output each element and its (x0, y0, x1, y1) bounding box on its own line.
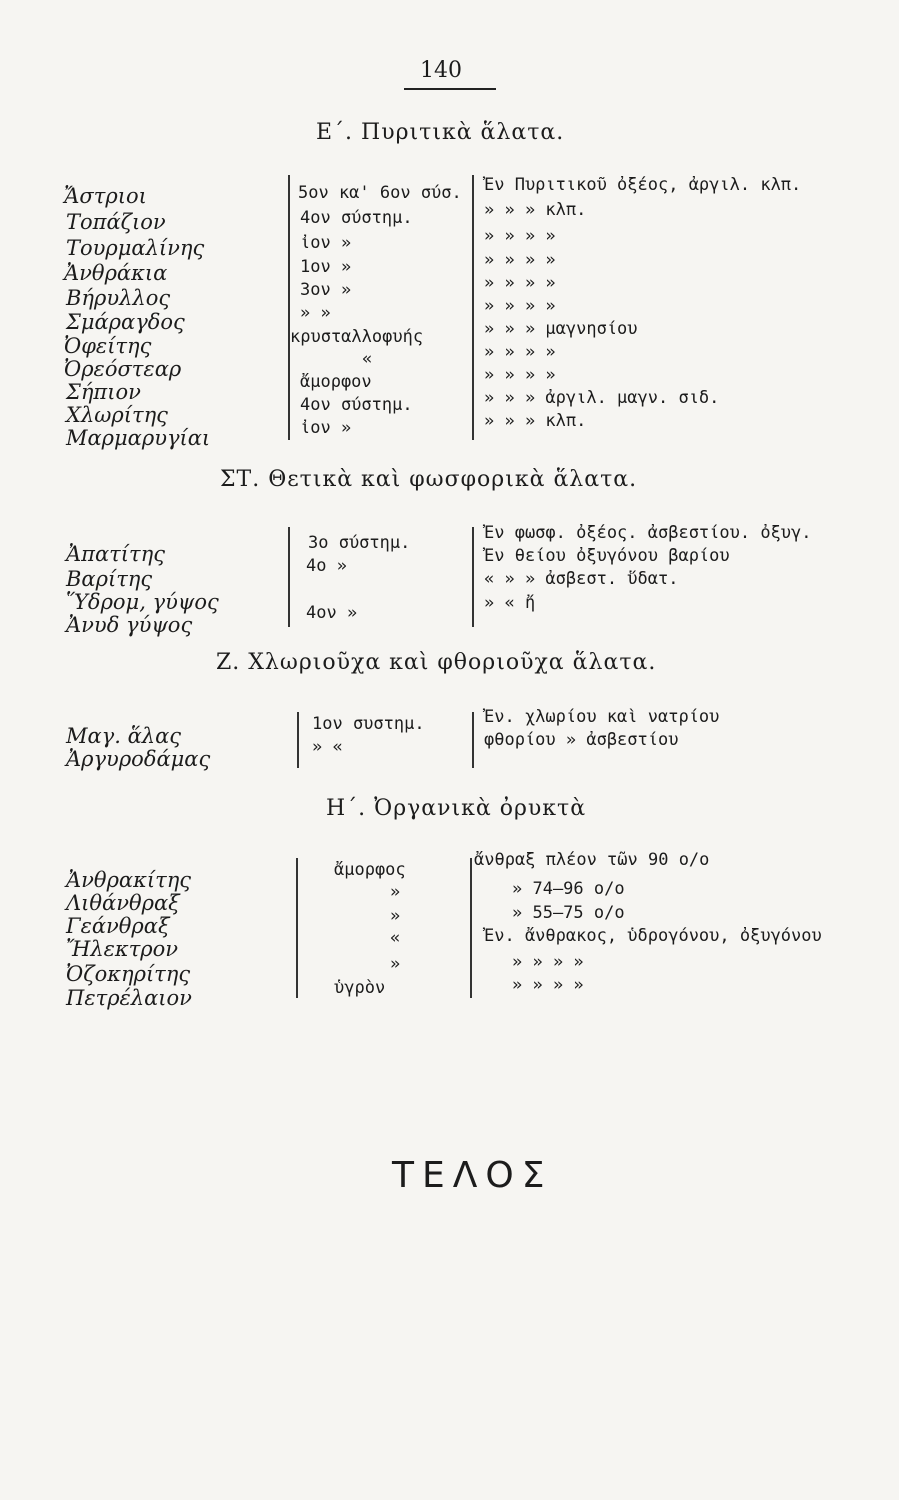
mineral-name: Ἄστριοι (64, 184, 147, 208)
composition: » » » ἀργιλ. μαγν. σιδ. (484, 388, 720, 408)
section-title: Η΄. Ὀργανικὰ ὀρυκτὰ (326, 796, 587, 821)
mineral-name: Σμάραγδος (66, 310, 185, 334)
mineral-name: Ὀζοκηρίτης (66, 962, 191, 986)
column-divider (288, 175, 290, 440)
column-divider (296, 858, 298, 998)
composition: » » » » (484, 250, 556, 270)
mineral-name: Ὀφείτης (64, 334, 152, 358)
section-title: Ε΄. Πυριτικὰ ἅλατα. (316, 120, 565, 145)
mineral-name: Ἀργυροδάμας (66, 747, 211, 771)
mineral-name: Σήπιον (66, 380, 141, 404)
mineral-name: Τουρμαλίνης (66, 236, 205, 260)
composition: Ἐν Πυριτικοῦ ὀξέος, ἀργιλ. κλπ. (484, 175, 802, 195)
crystal-system: 4ον » (306, 603, 358, 623)
composition: » » » μαγνησίου (484, 319, 638, 339)
composition: » » » » (484, 365, 556, 385)
mineral-name: Ἀνθράκια (64, 261, 168, 285)
section-title: Ζ. Χλωριοῦχα καὶ φθοριοῦχα ἅλατα. (216, 650, 657, 675)
crystal-system: » (390, 882, 401, 902)
column-divider (472, 712, 474, 768)
crystal-system: » « (312, 737, 343, 757)
column-divider (470, 858, 472, 998)
mineral-name: Μαγ. ἅλας (66, 724, 182, 748)
column-divider (472, 527, 474, 627)
crystal-system: ἄμορφος (334, 860, 406, 880)
crystal-system: ἰον » (300, 418, 352, 438)
composition: Ἐν φωσφ. ὀξέος. ἀσβεστίου. ὀξυγ. (484, 523, 812, 543)
crystal-system: « (390, 928, 401, 948)
composition: Ἐν. ἄνθρακος, ὑδρογόνου, ὀξυγόνου (484, 926, 822, 946)
composition: » 74—96 ο/ο (512, 879, 625, 899)
crystal-system: » (390, 906, 401, 926)
crystal-system: ἄμορφον (300, 372, 372, 392)
crystal-system: 3ο σύστημ. (308, 533, 411, 553)
crystal-system: » (390, 954, 401, 974)
crystal-system: ἰον » (300, 233, 352, 253)
composition: » « ἤ (484, 593, 536, 613)
composition: » 55—75 ο/ο (512, 903, 625, 923)
crystal-system: « (362, 349, 373, 369)
composition: φθορίου » ἀσβεστίου (484, 730, 679, 750)
mineral-name: Χλωρίτης (66, 403, 168, 427)
composition: » » » κλπ. (484, 411, 587, 431)
section-title: ΣΤ. Θετικὰ καὶ φωσφορικὰ ἅλατα. (220, 467, 638, 492)
mineral-name: Πετρέλαιον (66, 986, 192, 1010)
composition: » » » » (484, 226, 556, 246)
crystal-system: 5ον κα' 6ον σύσ. (298, 183, 462, 203)
column-divider (472, 175, 474, 440)
composition: » » » » (484, 296, 556, 316)
mineral-name: Τοπάζιον (66, 210, 166, 234)
mineral-name: Βαρίτης (66, 567, 153, 591)
crystal-system: ὑγρὸν (334, 978, 386, 998)
crystal-system: κρυσταλλοφυής (290, 327, 424, 347)
mineral-name: Βήρυλλος (66, 286, 171, 310)
mineral-name: Ἀπατίτης (66, 542, 165, 566)
mineral-name: Ὀρεόστεαρ (64, 357, 182, 381)
composition: » » » » (484, 342, 556, 362)
mineral-name: Ὕδρομ, γύψος (66, 590, 219, 614)
mineral-name: Ἀνθρακίτης (66, 868, 192, 892)
mineral-name: Ἤλεκτρον (66, 937, 179, 961)
crystal-system: 1ον συστημ. (312, 714, 425, 734)
crystal-system: 1ον » (300, 257, 352, 277)
crystal-system: » » (300, 303, 331, 323)
column-divider (297, 712, 299, 768)
page-number: 140 (420, 58, 462, 83)
crystal-system: 3ον » (300, 280, 352, 300)
composition: » » » κλπ. (484, 200, 587, 220)
composition: Ἐν. χλωρίου καὶ νατρίου (484, 707, 720, 727)
composition: « » » ἀσβεστ. ὕδατ. (484, 569, 679, 589)
mineral-name: Λιθάνθραξ (66, 891, 180, 915)
end-marker: ΤΕΛΟΣ (392, 1155, 553, 1196)
column-divider (288, 527, 290, 627)
mineral-name: Μαρμαρυγίαι (66, 426, 211, 450)
composition: » » » » (512, 952, 584, 972)
composition: ἄνθραξ πλέον τῶν 90 ο/ο (474, 850, 710, 870)
crystal-system: 4ον σύστημ. (300, 395, 413, 415)
crystal-system: 4ο » (306, 556, 347, 576)
composition: » » » » (484, 273, 556, 293)
mineral-name: Ἀνυδ γύψος (66, 613, 193, 637)
mineral-name: Γεάνθραξ (66, 914, 170, 938)
composition: » » » » (512, 975, 584, 995)
composition: Ἐν θείου ὀξυγόνου βαρίου (484, 546, 730, 566)
crystal-system: 4ον σύστημ. (300, 208, 413, 228)
page-number-rule (404, 88, 496, 90)
